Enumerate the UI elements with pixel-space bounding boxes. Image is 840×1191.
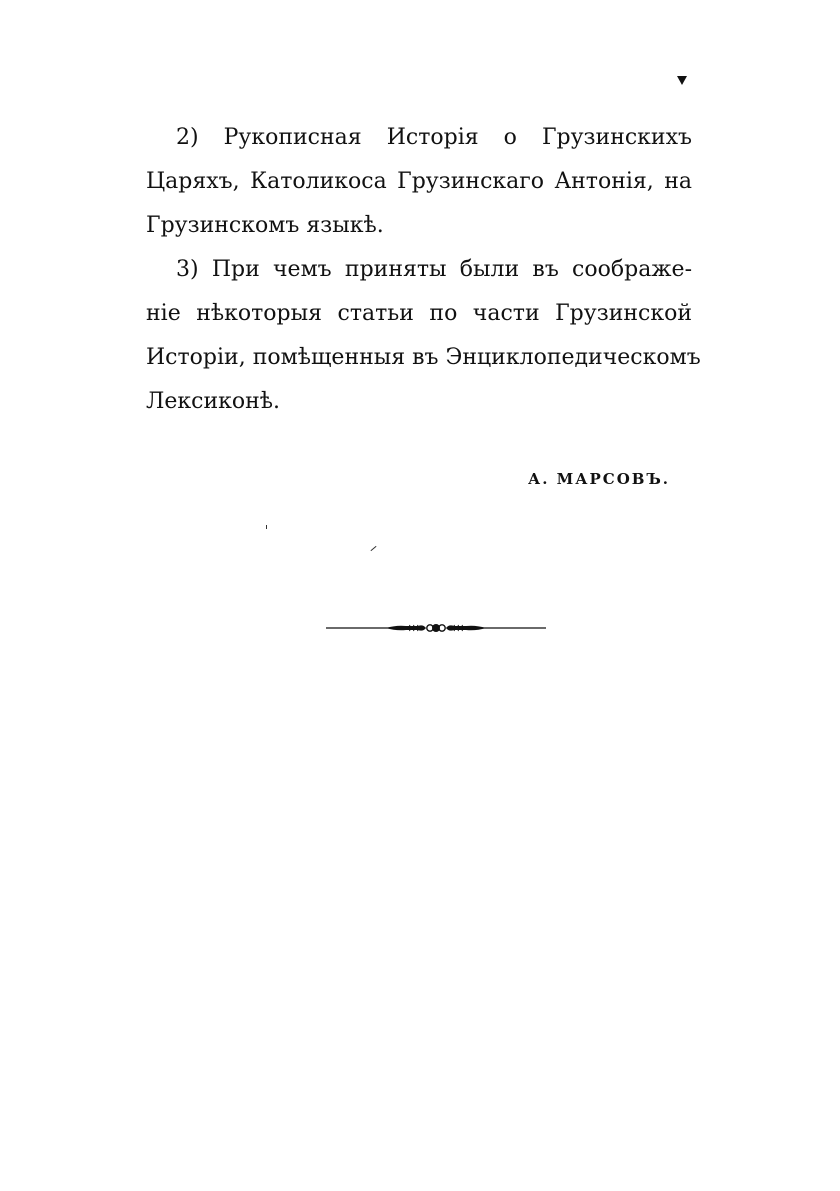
list-item-3 <box>146 248 701 424</box>
corner-mark-icon <box>677 76 687 85</box>
text-line: 3) При чемъ приняты были въ соображе- <box>176 257 692 282</box>
text-line: Исторіи, помѣщенныя въ Энциклопедическомъ <box>146 345 701 370</box>
ink-speck <box>370 546 376 551</box>
ink-speck <box>266 525 267 529</box>
text-line: 2) Рукописная Исторія о Грузинскихъ <box>176 125 692 150</box>
author-signature: А. МАРСОВЪ. <box>528 470 671 488</box>
decorative-rule-icon <box>326 620 546 636</box>
text-line: Царяхъ, Католикоса Грузинскаго Антонія, на <box>146 169 692 194</box>
body-text <box>146 116 701 424</box>
text-line: ніе нѣкоторыя статьи по части Грузинской <box>146 301 692 326</box>
text-line: Лексиконѣ. <box>146 389 281 414</box>
text-line: Грузинскомъ языкѣ. <box>146 213 384 238</box>
list-item-2 <box>146 116 692 248</box>
